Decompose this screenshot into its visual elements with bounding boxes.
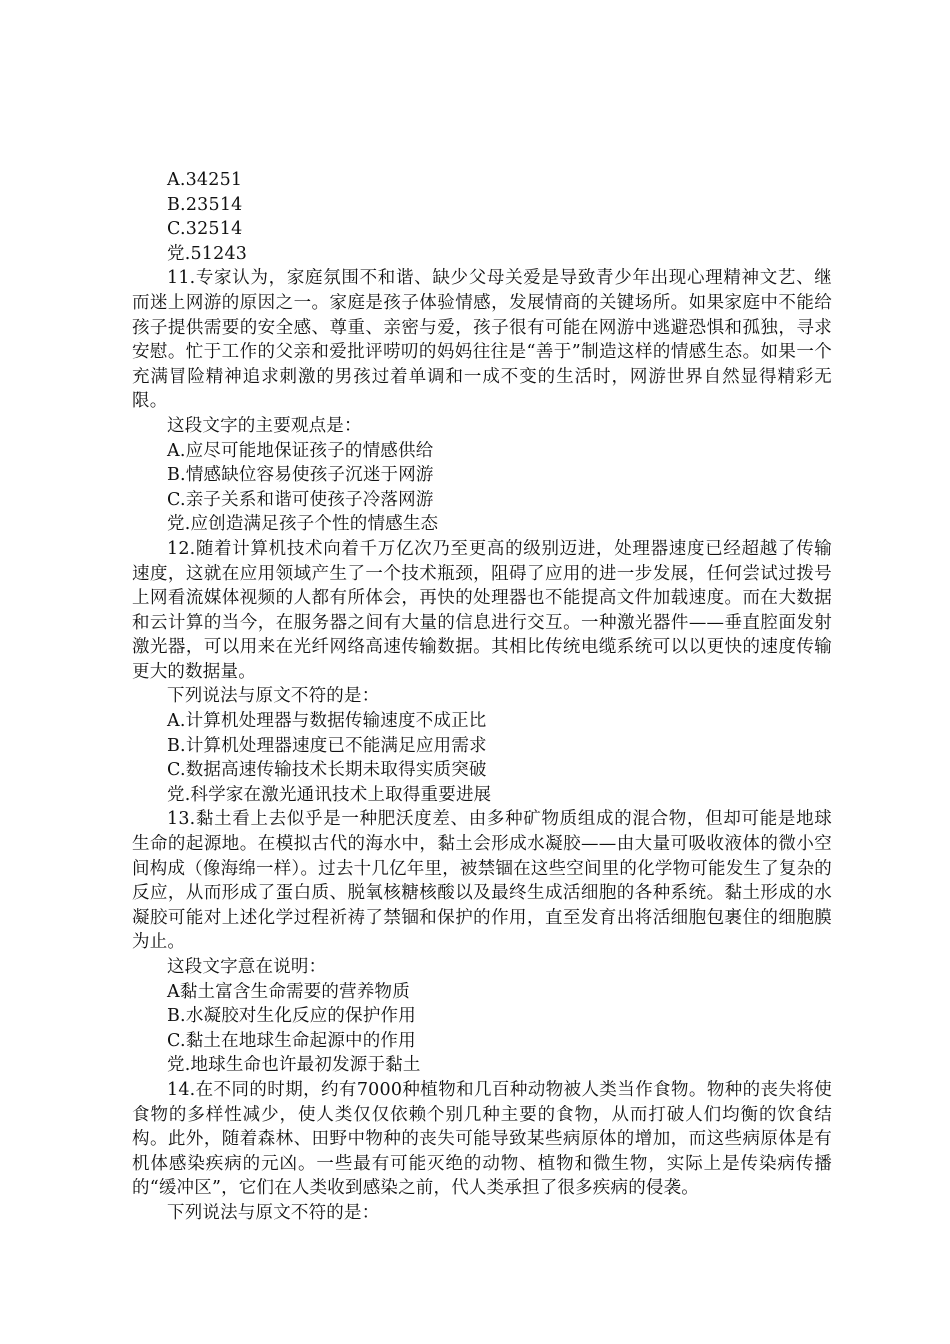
option-b: B.情感缺位容易使孩子沉迷于网游	[167, 465, 434, 486]
option-a: A.34251	[167, 170, 243, 190]
option-a: A黏土富含生命需要的营养物质	[167, 981, 410, 1002]
document-page	[132, 168, 832, 1226]
question-10-options	[132, 168, 832, 266]
question-14-passage: 14.在不同的时期，约有7000种植物和几百种动物被人类当作食物。物种的丧失将使食物的多样性减少，使人类仅仅依赖个别几种主要的食物，从而打破人们均衡的饮食结构。此外，随着森林、田野中物种的丧失可能导致某些病原体的增加，而这些病原体是有机体感染疾病的元凶。一些最有可能灭绝的动物、植物和微生物，实际上是传染病传播的“缓冲区”，它们在人类收到感染之前，代人类承担了很多疾病的侵袭。	[132, 1079, 832, 1199]
option-a: A.计算机处理器与数据传输速度不成正比	[167, 711, 487, 732]
option-d: 党.地球生命也许最初发源于黏土	[167, 1055, 421, 1076]
option-c: C.黏土在地球生命起源中的作用	[167, 1030, 416, 1051]
question-11	[132, 266, 832, 537]
question-11-prompt: 这段文字的主要观点是：	[167, 415, 362, 436]
option-d: 党.51243	[167, 243, 248, 264]
option-b: B.计算机处理器速度已不能满足应用需求	[167, 735, 487, 756]
option-c: C.数据高速传输技术长期未取得实质突破	[167, 760, 487, 781]
option-b: B.23514	[167, 194, 243, 215]
question-13-prompt: 这段文字意在说明：	[167, 957, 327, 977]
option-d: 党.科学家在激光通讯技术上取得重要进展	[167, 784, 492, 805]
question-11-passage: 11.专家认为，家庭氛围不和谐、缺少父母关爱是导致青少年出现心理精神文艺、继而迷上网游的原因之一。家庭是孩子体验情感，发展情商的关键场所。如果家庭中不能给孩子提供需要的安全感、尊重、亲密与爱，孩子很有可能在网游中逃避恐惧和孤独，寻求安慰。忙于工作的父亲和爱批评唠叨的妈妈往往是“善于”制造这样的情感生态。如果一个充满冒险精神追求刺激的男孩过着单调和一成不变的生活时，网游世界自然显得精彩无限。	[132, 268, 832, 412]
option-c: C.32514	[167, 219, 243, 240]
question-14-prompt: 下列说法与原文不符的是：	[167, 1202, 380, 1223]
question-14	[132, 1078, 832, 1226]
option-a: A.应尽可能地保证孩子的情感供给	[167, 440, 434, 461]
question-12	[132, 537, 832, 808]
option-c: C.亲子关系和谐可使孩子冷落网游	[167, 489, 434, 510]
option-d: 党.应创造满足孩子个性的情感生态	[167, 514, 439, 535]
option-b: B.水凝胶对生化反应的保护作用	[167, 1006, 416, 1027]
question-12-prompt: 下列说法与原文不符的是：	[167, 686, 380, 707]
question-13-passage: 13.黏土看上去似乎是一种肥沃度差、由多种矿物质组成的混合物，但却可能是地球生命的起源地。在模拟古代的海水中，黏土会形成水凝胶——由大量可吸收液体的微小空间构成（像海绵一样）。过去十几亿年里，被禁锢在这些空间里的化学物可能发生了复杂的反应，从而形成了蛋白质、脱氧核糖核酸以及最终生成活细胞的各种系统。黏土形成的水凝胶可能对上述化学过程祈祷了禁锢和保护的作用，直至发育出将活细胞包裹住的细胞膜为止。	[132, 809, 832, 953]
question-12-passage: 12.随着计算机技术向着千万亿次乃至更高的级别迈进，处理器速度已经超越了传输速度，这就在应用领域产生了一个技术瓶颈，阻碍了应用的进一步发展，任何尝试过拨号上网看流媒体视频的人都有所体会，再快的处理器也不能提高文件加载速度。而在大数据和云计算的当今，在服务器之间有大量的信息进行交互。一种激光器件——垂直腔面发射激光器，可以用来在光纤网络高速传输数据。其相比传统电缆系统可以以更快的速度传输更大的数据量。	[132, 538, 832, 682]
question-13	[132, 807, 832, 1078]
